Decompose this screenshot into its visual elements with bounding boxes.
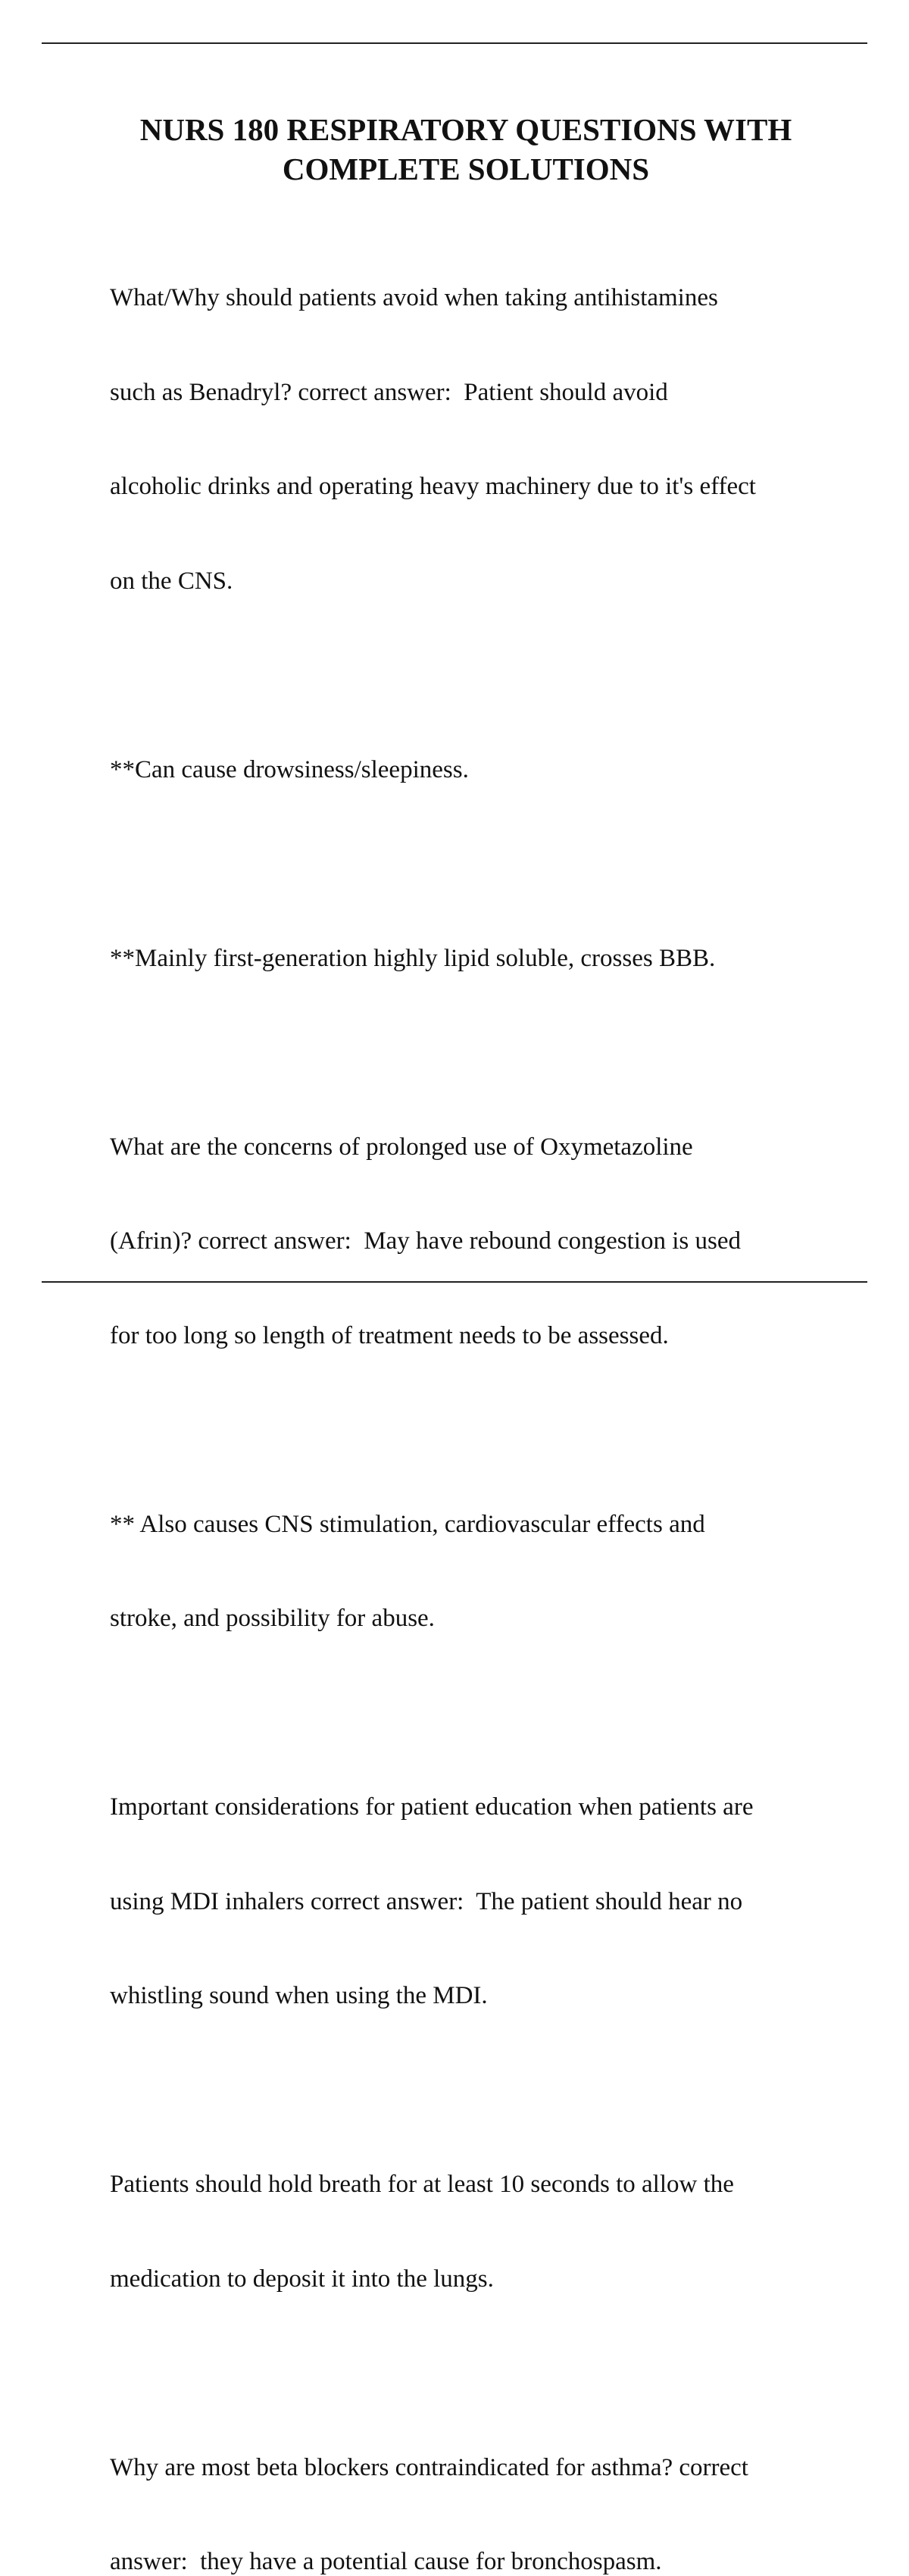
text-line: Patients should hold breath for at least 10 seconds to allow the (110, 2169, 837, 2201)
qa-paragraph-antihistamines (110, 220, 837, 660)
text-line: answer: they have a potential cause for bronchospasm. (110, 2546, 837, 2576)
qa-paragraph-mdi-inhalers (110, 1729, 837, 2075)
qa-paragraph-beta-blockers (110, 2390, 837, 2576)
text-line: What are the concerns of prolonged use of Oxymetazoline (110, 1132, 837, 1164)
document-title-line: NURS 180 RESPIRATORY QUESTIONS WITH (106, 110, 826, 149)
text-line: on the CNS. (110, 566, 837, 598)
note-paragraph-hold-breath (110, 2106, 837, 2358)
note-paragraph-cns-stimulation (110, 1446, 837, 1698)
text-line: Why are most beta blockers contraindicated for asthma? correct (110, 2453, 837, 2484)
text-line: such as Benadryl? correct answer: Patient should avoid (110, 377, 837, 409)
text-line: for too long so length of treatment needs to be assessed. (110, 1321, 837, 1352)
text-line: **Mainly first-generation highly lipid soluble, crosses BBB. (110, 943, 837, 975)
text-line: What/Why should patients avoid when taking antihistamines (110, 283, 837, 314)
text-line: stroke, and possibility for abuse. (110, 1603, 837, 1635)
bottom-rule (42, 1281, 867, 1283)
top-rule (42, 42, 867, 44)
text-line: (Afrin)? correct answer: May have rebound congestion is used (110, 1226, 837, 1258)
note-paragraph-first-generation (110, 880, 837, 1038)
document-title (106, 110, 826, 189)
text-line: whistling sound when using the MDI. (110, 1980, 837, 2012)
text-line: ** Also causes CNS stimulation, cardiovascular effects and (110, 1509, 837, 1541)
text-line: using MDI inhalers correct answer: The patient should hear no (110, 1887, 837, 1918)
document-body (110, 220, 837, 2576)
text-line: medication to deposit it into the lungs. (110, 2264, 837, 2296)
text-line: **Can cause drowsiness/sleepiness. (110, 755, 837, 786)
text-line: Important considerations for patient education when patients are (110, 1792, 837, 1824)
document-title-line: COMPLETE SOLUTIONS (106, 149, 826, 189)
note-paragraph-drowsiness (110, 692, 837, 849)
text-line: alcoholic drinks and operating heavy machinery due to it's effect (110, 471, 837, 503)
qa-paragraph-oxymetazoline (110, 1069, 837, 1415)
